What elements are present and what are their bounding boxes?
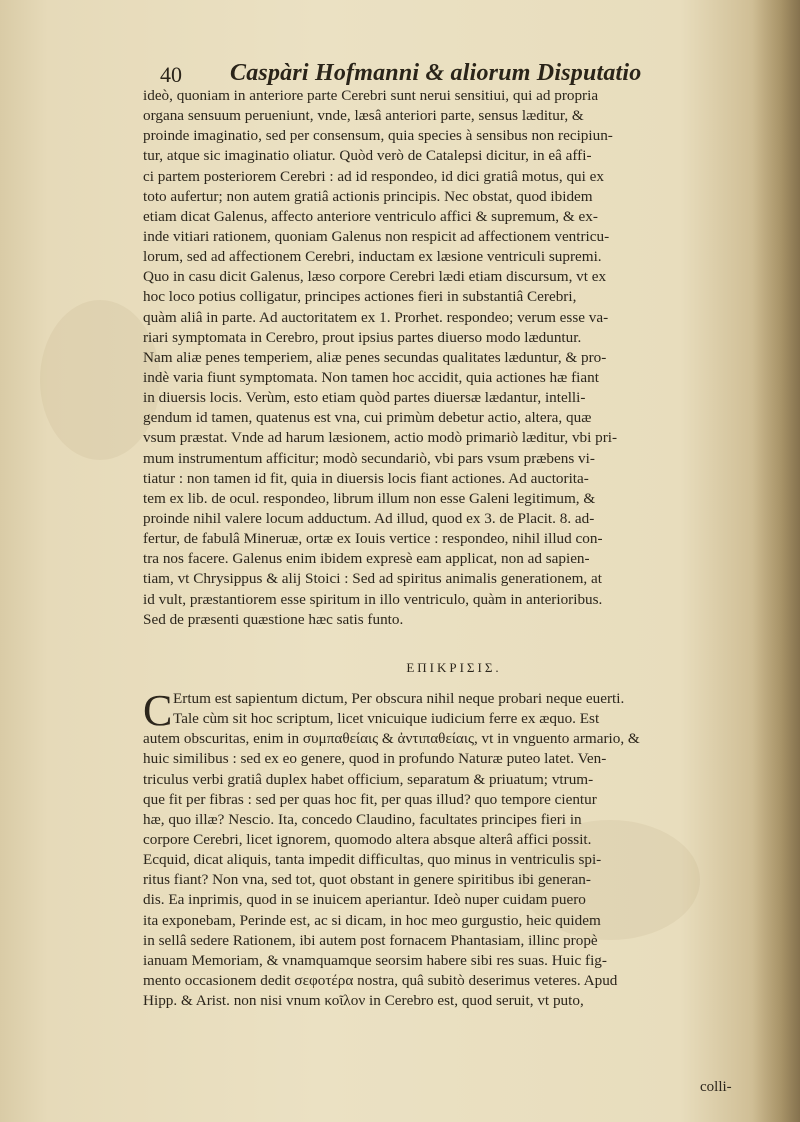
- text-line: tem ex lib. de ocul. respondeo, librum illum non esse Galeni legitimum, &: [143, 489, 596, 507]
- text-line: tur, atque sic imaginatio oliatur. Quòd verò de Catalepsi dicitur, in eâ affi-: [143, 147, 592, 165]
- text-line: Sed de præsenti quæstione hæc satis funto.: [143, 610, 404, 628]
- text-line: corpore Cerebri, licet ignorem, quomodo altera absque alterâ affici possit.: [143, 830, 592, 848]
- text-line: riari symptomata in Cerebro, prout ipsius partes diuerso modo læduntur.: [143, 328, 582, 346]
- text-line: fertur, de fabulâ Mineruæ, ortæ ex Iouis vertice : respondeo, nihil illud con-: [143, 530, 603, 548]
- page-number: 40: [160, 62, 182, 87]
- text-line: autem obscuritas, enim in συμπαθείαις & ἀντιπαθείαις, vt in vnguento armario, &: [143, 730, 640, 748]
- text-line: tiam, vt Chrysippus & alij Stoici : Sed ad spiritus animalis generationem, at: [143, 570, 602, 588]
- text-line: tra nos facere. Galenus enim ibidem expresè eam applicat, non ad sapien-: [143, 550, 590, 568]
- text-line: toto aufertur; non autem gratiâ actionis principis. Nec obstat, quod ibidem: [143, 187, 593, 205]
- text-line: in diuersis locis. Verùm, esto etiam quòd partes diuersæ lædantur, intelli-: [143, 389, 586, 407]
- text-line: mum instrumentum afficitur; modò secundariò, vbi pars vsum præbens vi-: [143, 449, 595, 467]
- text-line: gendum id tamen, quatenus est vna, cui primùm debetur actio, altera, quæ: [143, 409, 592, 427]
- text-line: hoc loco potius colligatur, principes actiones fieri in substantiâ Cerebri,: [143, 288, 577, 306]
- text-line: Tale cùm sit hoc scriptum, licet vnicuique iudicium ferre ex æquo. Est: [173, 710, 600, 728]
- text-line: mento occasionem dedit σεφοτέρα nostra, quâ subitò deserimus veteres. Apud: [143, 971, 618, 989]
- text-line: huic similibus : sed ex eo genere, quod in profundo Naturæ puteo latet. Ven-: [143, 750, 607, 768]
- text-line: Hipp. & Arist. non nisi vnum κοῖλον in Cerebro est, quod seruit, vt puto,: [143, 992, 584, 1010]
- text-line: etiam dicat Galenus, affecto anteriore ventriculo affici & supremum, & ex-: [143, 207, 598, 225]
- text-line: indè varia fiunt symptomata. Non tamen hoc accidit, quia actiones hæ fiant: [143, 368, 599, 386]
- text-line: dis. Ea inprimis, quod in se inuicem aperiantur. Ideò nuper cuidam puero: [143, 891, 586, 909]
- text-line: id vult, præstantiorem esse spiritum in illo ventriculo, quàm in anterioribus.: [143, 590, 603, 608]
- text-line: tiatur : non tamen id fit, quia in diuersis locis fiant actiones. Ad auctorita-: [143, 469, 589, 487]
- catchword: colli-: [700, 1079, 732, 1095]
- text-line: ritus fiant? Non vna, sed tot, quot obstant in genere spiritibus ibi generan-: [143, 871, 591, 889]
- text-line: inde vitiari rationem, quoniam Galenus non respicit ad affectionem ventricu-: [143, 227, 610, 245]
- section-heading: ΕΠΙΚΡΙΣΙΣ.: [406, 660, 502, 675]
- text-line: proinde nihil valere locum adductum. Ad illud, quod ex 3. de Placit. 8. ad-: [143, 509, 595, 527]
- epicrisis-text: [143, 686, 765, 1011]
- text-line: ideò, quoniam in anteriore parte Cerebri sunt nerui sensitiui, qui ad propria: [143, 87, 599, 104]
- running-title: Caspàri Hofmanni & aliorum Disputatio: [230, 60, 642, 86]
- text-line: quàm aliâ in parte. Ad auctoritatem ex 1. Prorhet. respondeo; verum esse va-: [143, 308, 609, 326]
- text-line: in sellâ sedere Rationem, ibi autem post fornacem Phantasiam, illinc propè: [143, 931, 598, 949]
- text-line: Nam aliæ penes temperiem, aliæ penes secundas qualitates læduntur, & pro-: [143, 348, 607, 366]
- body-text: [143, 86, 765, 630]
- text-line: vsum præstat. Vnde ad harum læsionem, actio modò primariò læditur, vbi pri-: [143, 429, 618, 447]
- text-line: Quo in casu dicit Galenus, læso corpore Cerebri lædi etiam discursum, vt ex: [143, 268, 607, 286]
- text-line: ci partem posteriorem Cerebri : ad id respondeo, id dici gratiâ motus, qui ex: [143, 167, 604, 185]
- text-line: ianuam Memoriam, & vnamquamque seorsim habere sibi res suas. Huic fig-: [143, 951, 607, 969]
- text-line: ita exponebam, Perinde est, ac si dicam, in hoc meo gurgustio, heic quidem: [143, 911, 601, 929]
- text-line: triculus verbi gratiâ duplex habet officium, separatum & priuatum; vtrum-: [143, 770, 594, 788]
- text-line: proinde imaginatio, sed per consensum, quia species à sensibus non recipiun-: [143, 127, 613, 145]
- text-line: lorum, sed ad affectionem Cerebri, inductam ex læsione ventriculi supremi.: [143, 248, 602, 266]
- text-line: organa sensuum perueniunt, vnde, læsâ anteriori parte, sensus læditur, &: [143, 107, 584, 125]
- text-line: Ertum est sapientum dictum, Per obscura nihil neque probari neque euerti.: [173, 690, 625, 707]
- text-line: Ecquid, dicat aliquis, tanta impedit difficultas, quo minus in ventriculis spi-: [143, 851, 602, 869]
- text-line: hæ, quo illæ? Nescio. Ita, concedo Claudino, facultates principes fieri in: [143, 810, 582, 828]
- drop-cap: C: [143, 686, 173, 735]
- paper-stain: [40, 300, 160, 460]
- text-line: que fit per fibras : sed per quas hoc fit, per quas illud? quo tempore cientur: [143, 790, 597, 808]
